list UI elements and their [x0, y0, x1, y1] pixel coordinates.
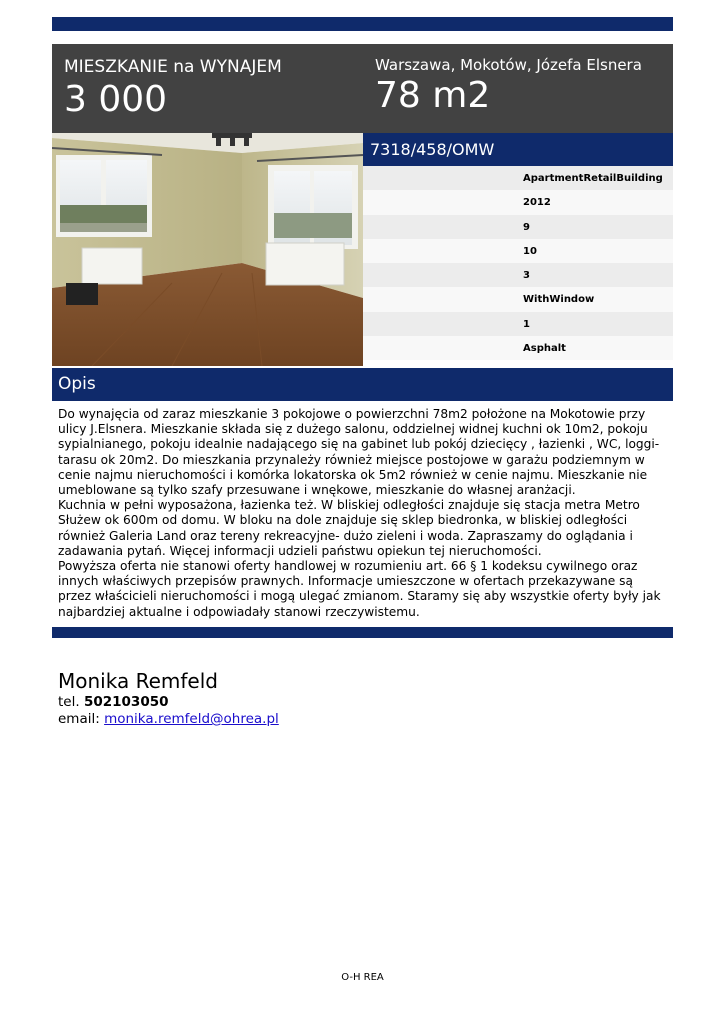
description-line: tarasu ok 20m2. Do mieszkania przynależy również miejsce postojowe w garażu podziemnym w [58, 452, 645, 467]
detail-value: WithWindow [523, 294, 595, 306]
description-heading: Opis [58, 374, 96, 394]
top-accent-bar [52, 17, 673, 31]
detail-value: 2012 [523, 197, 551, 209]
detail-value: 3 [523, 270, 530, 281]
reference-number-bar [363, 133, 673, 166]
listing-type: MIESZKANIE na WYNAJEM [64, 57, 282, 77]
agent-name: Monika Remfeld [58, 669, 218, 693]
detail-row [363, 336, 673, 360]
footer-company: O-H REA [341, 972, 384, 983]
description-text [58, 407, 666, 620]
agent-contact [58, 668, 279, 728]
description-line: umeblowane są tylko szafy przesuwane i wnękowe, mieszkanie do własnej aranżacji. [58, 483, 576, 498]
description-line: zadawania pytań. Więcej informacji udzieli państwu opiekun tej nieruchomości. [58, 543, 542, 558]
description-line: również Galeria Land oraz tereny rekreacyjne- dużo zieleni i woda. Zapraszamy do oglądania i [58, 528, 633, 543]
detail-row [363, 239, 673, 263]
apartment-photo [52, 133, 363, 366]
agent-email-line [58, 711, 279, 728]
detail-row [363, 287, 673, 311]
description-line: przez właścicieli nieruchomości i mogą ulegać zmianom. Staramy się aby wszystkie oferty były jak [58, 589, 661, 604]
phone-label: tel. [58, 694, 80, 710]
listing-header [52, 44, 673, 133]
description-line: Kuchnia w pełni wyposażona, łazienka też. W bliskiej odległości znajduje się stacja metra Metro [58, 498, 640, 513]
detail-row [363, 190, 673, 214]
detail-row [363, 166, 673, 190]
detail-row [363, 215, 673, 239]
email-label: email: [58, 711, 100, 727]
description-heading-bar [52, 368, 673, 401]
description-line: sypialnianego, pokoju idealnie nadającego się na gabinet lub pokój dziecięcy , łazienki , WC, loggi- [58, 437, 660, 452]
listing-price: 3 000 [64, 79, 168, 120]
detail-value: Asphalt [523, 342, 566, 354]
description-line: innych właściwych przepisów prawnych. Informacje umieszczone w ofertach przekazywane są [58, 574, 633, 589]
reference-number: 7318/458/OMW [370, 140, 495, 159]
detail-value: 1 [523, 318, 530, 330]
description-line: ulicy J.Elsnera. Mieszkanie składa się z dużego salonu, oddzielnej widnej kuchni ok 10m2, pokoju [58, 422, 648, 437]
detail-value: 10 [523, 245, 537, 257]
property-details-table [363, 166, 673, 360]
detail-row [363, 312, 673, 336]
description-line: Służew ok 600m od domu. W bloku na dole znajduje się sklep biedronka, w bliskiej odległości [58, 513, 628, 528]
detail-value: ApartmentRetailBuilding [523, 173, 663, 184]
description-line: cenie najmu nieruchomości i komórka lokatorska ok 5m2 również w cenie najmu. Mieszkanie nie [58, 467, 648, 482]
detail-value: 9 [523, 221, 530, 233]
agent-email-link[interactable]: monika.remfeld@ohrea.pl [104, 711, 279, 727]
agent-phone-line [58, 694, 279, 711]
description-line: Powyższa oferta nie stanowi oferty handlowej w rozumieniu art. 66 § 1 kodeksu cywilnego oraz [58, 559, 638, 574]
agent-phone: 502103050 [83, 694, 169, 710]
bottom-accent-bar [52, 627, 673, 638]
listing-location: Warszawa, Mokotów, Józefa Elsnera [375, 56, 642, 74]
listing-area: 78 m2 [375, 75, 491, 116]
detail-row [363, 263, 673, 287]
description-line: Do wynajęcia od zaraz mieszkanie 3 pokojowe o powierzchni 78m2 położone na Mokotowie przy [58, 407, 646, 421]
description-line: najbardziej aktualne i odpowiadały stanowi rzeczywistemu. [58, 604, 420, 619]
